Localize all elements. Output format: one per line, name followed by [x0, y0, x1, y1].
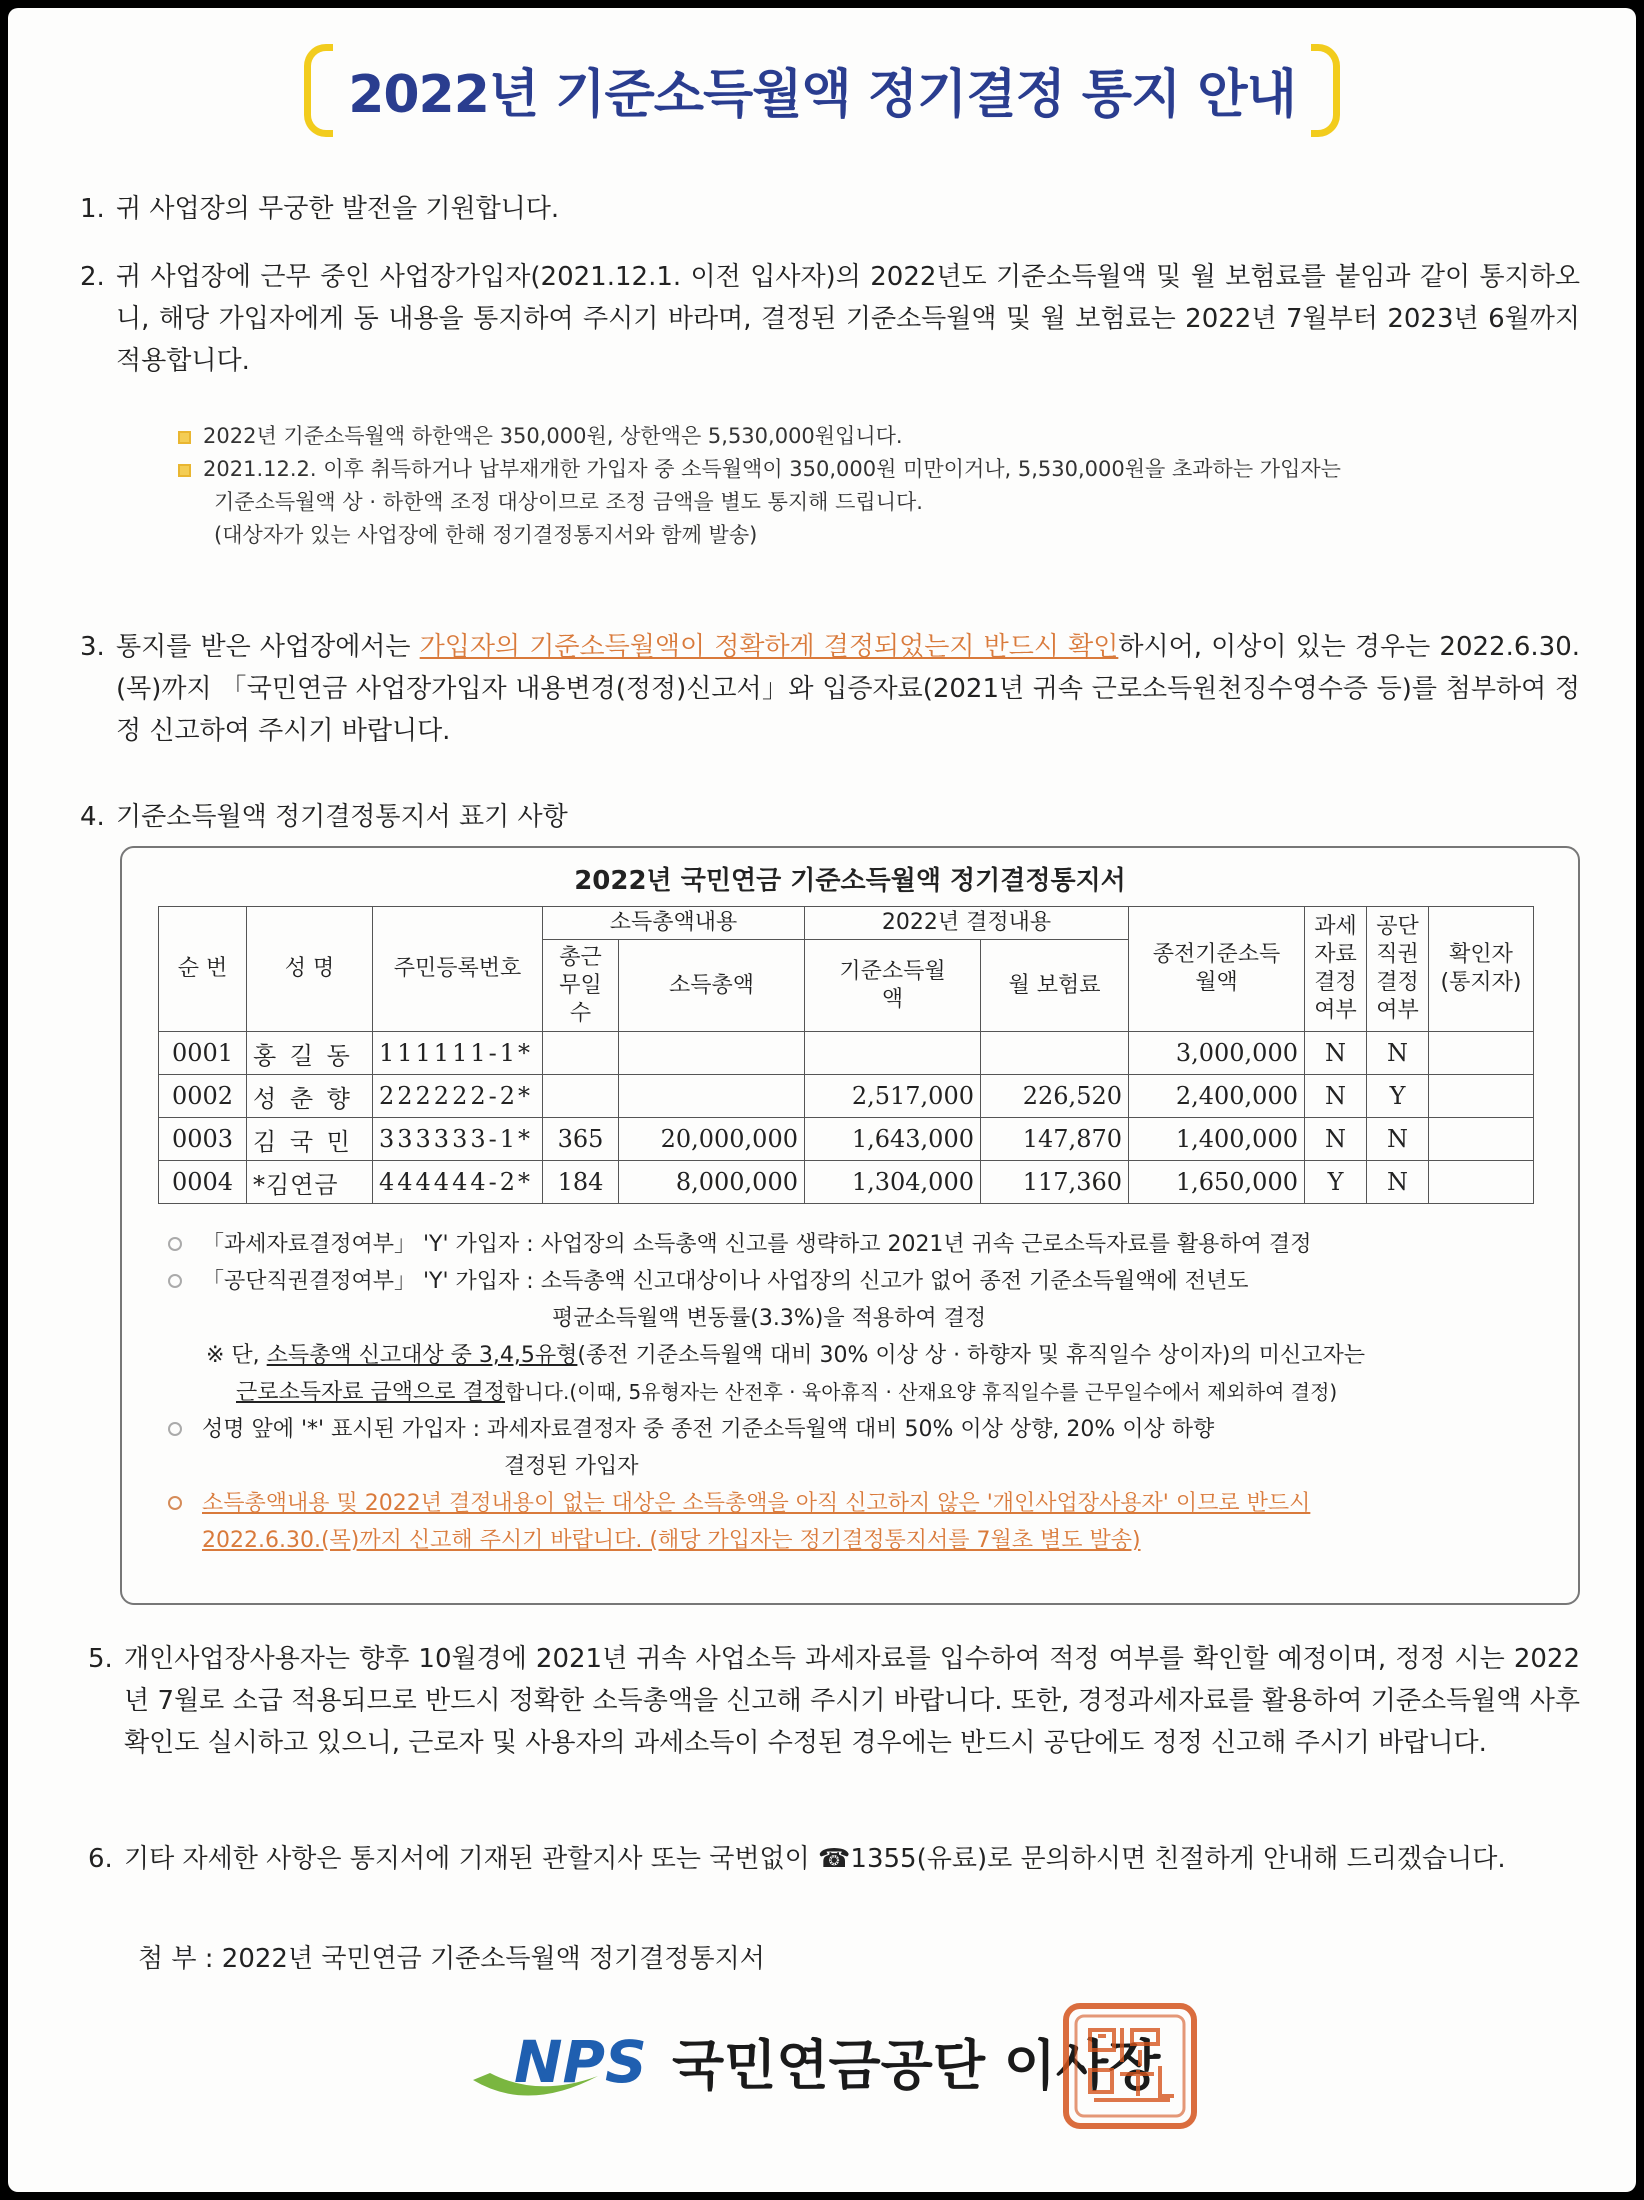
paragraph-text: 기준소득월액 정기결정통지서 표기 사항 [116, 802, 568, 832]
header-name: 성 명 [247, 907, 373, 1032]
cell-prev: 1,650,000 [1129, 1161, 1305, 1204]
table-row [159, 1075, 1534, 1118]
note-tax-decision: 「과세자료결정여부」 'Y' 가입자 : 사업장의 소득총액 신고를 생략하고 2021년 귀속 근로소득자료를 활용하여 결정 [164, 1226, 1564, 1263]
note-line: 2022년 기준소득월액 하한액은 350,000원, 상한액은 5,530,000원입니다. [178, 420, 1568, 453]
paragraph-text: 귀 사업장에 근무 중인 사업장가입자(2021.12.1. 이전 입사자)의 2022년도 기준소득월액 및 월 보험료를 붙임과 같이 통지하오니, 해당 가입자에게 동 내용을 통지하여 주시기 바라며, 결정된 기준소득월액 및 월 보험료는 2022년 7월부터 2023년 6월까지 적용합니다. [116, 262, 1580, 376]
cell-premium: 147,870 [981, 1118, 1129, 1161]
cell-premium: 117,360 [981, 1161, 1129, 1204]
circle-bullet-icon [168, 1496, 182, 1510]
cell-seq: 0004 [159, 1161, 247, 1204]
cell-tax: N [1305, 1032, 1367, 1075]
cell-income [619, 1032, 805, 1075]
paragraph-number: 1. [80, 194, 105, 224]
cell-corp: N [1367, 1161, 1429, 1204]
cell-corp: Y [1367, 1075, 1429, 1118]
paragraph-4 [80, 796, 1580, 838]
header-seq: 순 번 [159, 907, 247, 1032]
paragraph-5 [88, 1638, 1580, 1764]
cell-seq: 0002 [159, 1075, 247, 1118]
paragraph-text: 개인사업장사용자는 향후 10월경에 2021년 귀속 사업소득 과세자료를 입수하여 적정 여부를 확인할 예정이며, 정정 시는 2022년 7월로 소급 적용되므로 반드시 정확한 소득총액을 신고해 주시기 바랍니다. 또한, 경정과세자료를 활용하여 기준소득월액 사후 확인도 실시하고 있으니, 근로자 및 사용자의 과세소득이 수정된 경우에는 반드시 공단에도 정정 신고해 주시기 바랍니다. [124, 1644, 1580, 1758]
paragraph-number: 3. [80, 632, 105, 662]
paragraph-text: 통지를 받은 사업장에서는 가입자의 기준소득월액이 정확하게 결정되었는지 반드시 확인하시어, 이상이 있는 경우는 2022.6.30.(목)까지 「국민연금 사업장가입자 내용변경(정정)신고서」와 입증자료(2021년 귀속 근로소득원천징수영수증 등)를 첨부하여 정정 신고하여 주시기 바랍니다. [116, 632, 1580, 746]
header-base-income: 기준소득월액 [805, 940, 981, 1032]
header-corp-decision: 공단직권결정여부 [1367, 907, 1429, 1032]
cell-name: 김 국 민 [247, 1118, 373, 1161]
cell-seq: 0003 [159, 1118, 247, 1161]
paragraph-3 [80, 626, 1580, 752]
cell-confirm [1429, 1161, 1534, 1204]
cell-days [543, 1032, 619, 1075]
cell-base [805, 1032, 981, 1075]
document-page [8, 8, 1636, 2192]
cell-days [543, 1075, 619, 1118]
highlighted-text: 가입자의 기준소득월액이 정확하게 결정되었는지 반드시 확인 [419, 632, 1119, 662]
header-tax-decision: 과세자료결정여부 [1305, 907, 1367, 1032]
yellow-square-bullet-icon [178, 464, 191, 477]
cell-base: 2,517,000 [805, 1075, 981, 1118]
table-row [159, 1118, 1534, 1161]
cell-days: 184 [543, 1161, 619, 1204]
attachment-line: 첨 부 : 2022년 국민연금 기준소득월액 정기결정통지서 [138, 1944, 765, 1974]
note-exception: ※ 단, 소득총액 신고대상 중 3,4,5유형(종전 기준소득월액 대비 30% 이상 상 · 하향자 및 휴직일수 상이자)의 미신고자는 [206, 1343, 1365, 1368]
paragraph-2 [80, 256, 1580, 382]
note-asterisk-cont: 결정된 가입자 [504, 1454, 639, 1479]
cell-tax: Y [1305, 1161, 1367, 1204]
paragraph-6 [88, 1838, 1580, 1880]
note-line: 2021.12.2. 이후 취득하거나 납부재개한 가입자 중 소득월액이 350,000원 미만이거나, 5,530,000원을 초과하는 가입자는 [178, 453, 1568, 486]
header-confirmer: 확인자(통지자) [1429, 907, 1534, 1032]
cell-rrn: 444444-2* [373, 1161, 543, 1204]
cell-income: 20,000,000 [619, 1118, 805, 1161]
cell-tax: N [1305, 1118, 1367, 1161]
cell-confirm [1429, 1075, 1534, 1118]
paragraph-number: 6. [88, 1844, 113, 1874]
header-decision-group: 2022년 결정내용 [805, 907, 1129, 940]
cell-confirm [1429, 1118, 1534, 1161]
note-exception-cont: 근로소득자료 금액으로 결정합니다.(이때, 5유형자는 산전후 · 육아휴직 · 산재요양 휴직일수를 근무일수에서 제외하여 결정) [236, 1380, 1338, 1405]
org-name: 국민연금공단 이사장 [672, 2034, 1161, 2097]
table-row [159, 1032, 1534, 1075]
cell-base: 1,304,000 [805, 1161, 981, 1204]
logo-mark-text: NPS [514, 2028, 647, 2096]
cell-premium [981, 1032, 1129, 1075]
header-total-income: 소득총액 [619, 940, 805, 1032]
cell-rrn: 111111-1* [373, 1032, 543, 1075]
note-line-continued: 기준소득월액 상 · 하한액 조정 대상이므로 조정 금액을 별도 통지해 드립니다. [214, 490, 923, 514]
notice-title: 2022년 국민연금 기준소득월액 정기결정통지서 [574, 866, 1126, 896]
notice-sample-box [120, 846, 1580, 1605]
cell-rrn: 333333-1* [373, 1118, 543, 1161]
paragraph-text: 귀 사업장의 무궁한 발전을 기원합니다. [116, 194, 560, 224]
cell-corp: N [1367, 1118, 1429, 1161]
paragraph-2-notes [178, 420, 1568, 552]
cell-prev: 1,400,000 [1129, 1118, 1305, 1161]
circle-bullet-icon [168, 1274, 182, 1288]
cell-name: *김연금 [247, 1161, 373, 1204]
notice-notes [164, 1226, 1564, 1559]
note-corp-decision: 「공단직권결정여부」 'Y' 가입자 : 소득총액 신고대상이나 사업장의 신고가 없어 종전 기준소득월액에 전년도 [164, 1263, 1564, 1300]
header-work-days: 총근무일수 [543, 940, 619, 1032]
cell-name: 성 춘 향 [247, 1075, 373, 1118]
note-asterisk: 성명 앞에 '*' 표시된 가입자 : 과세자료결정자 중 종전 기준소득월액 대비 50% 이상 상향, 20% 이상 하향 [164, 1411, 1564, 1448]
header-prev-income: 종전기준소득월액 [1129, 907, 1305, 1032]
cell-base: 1,643,000 [805, 1118, 981, 1161]
yellow-square-bullet-icon [178, 431, 191, 444]
cell-income: 8,000,000 [619, 1161, 805, 1204]
note-unreported-cont: 2022.6.30.(목)까지 신고해 주시기 바랍니다. (해당 가입자는 정기결정통지서를 7월초 별도 발송) [202, 1528, 1141, 1553]
official-seal-icon [1060, 2000, 1200, 2132]
paragraph-number: 2. [80, 262, 105, 292]
cell-premium: 226,520 [981, 1075, 1129, 1118]
phone-icon: ☎ [818, 1844, 851, 1874]
header-rrn: 주민등록번호 [373, 907, 543, 1032]
paragraph-number: 4. [80, 802, 105, 832]
cell-corp: N [1367, 1032, 1429, 1075]
header-income-group: 소득총액내용 [543, 907, 805, 940]
circle-bullet-icon [168, 1422, 182, 1436]
title-bracket-left [304, 44, 333, 137]
title-text: 2022년 기준소득월액 정기결정 통지 안내 [348, 65, 1296, 125]
cell-income [619, 1075, 805, 1118]
paragraph-1 [80, 188, 1580, 230]
cell-tax: N [1305, 1075, 1367, 1118]
note-corp-decision-cont: 평균소득월액 변동률(3.3%)을 적용하여 결정 [552, 1306, 987, 1331]
table-row [159, 1161, 1534, 1204]
notice-table [158, 906, 1534, 1204]
cell-prev: 2,400,000 [1129, 1075, 1305, 1118]
note-line-continued: (대상자가 있는 사업장에 한해 정기결정통지서와 함께 발송) [214, 523, 758, 547]
title-bracket-right [1311, 44, 1340, 137]
cell-prev: 3,000,000 [1129, 1032, 1305, 1075]
circle-bullet-icon [168, 1237, 182, 1251]
cell-seq: 0001 [159, 1032, 247, 1075]
cell-confirm [1429, 1032, 1534, 1075]
paragraph-text: 기타 자세한 사항은 통지서에 기재된 관할지사 또는 국번없이 ☎1355(유료)로 문의하시면 친절하게 안내해 드리겠습니다. [124, 1844, 1506, 1874]
title-wrap [8, 44, 1636, 137]
table-header-row [159, 907, 1534, 940]
cell-days: 365 [543, 1118, 619, 1161]
header-monthly-premium: 월 보험료 [981, 940, 1129, 1032]
cell-rrn: 222222-2* [373, 1075, 543, 1118]
note-unreported: 소득총액내용 및 2022년 결정내용이 없는 대상은 소득총액을 아직 신고하지 않은 '개인사업장사용자' 이므로 반드시 [164, 1485, 1564, 1522]
paragraph-number: 5. [88, 1644, 113, 1674]
cell-name: 홍 길 동 [247, 1032, 373, 1075]
document-title [304, 44, 1340, 137]
